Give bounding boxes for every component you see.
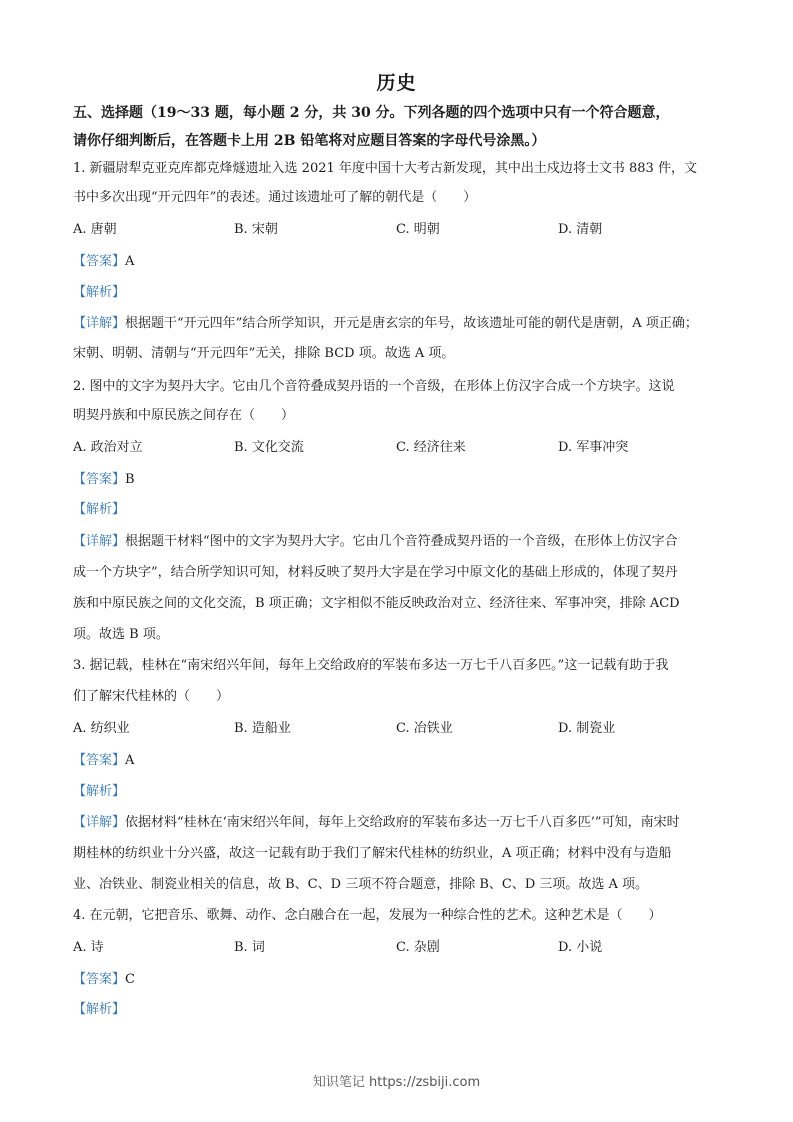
question-2-analysis-label: 【解析】 bbox=[73, 502, 126, 517]
question-1-stem-line-1: 1. 新疆尉犁克亚克库都克烽燧遗址入选 2021 年度中国十大考古新发现，其中出土戍边将士文书 883 件，文 bbox=[73, 161, 697, 176]
question-1-option-c: C. 明朝 bbox=[396, 222, 440, 237]
question-3-detail-line-2: 期桂林的纺织业十分兴盛，故这一记载有助于我们了解宋代桂林的纺织业，A 项正确；材料中没有与造船 bbox=[73, 846, 672, 861]
question-3-stem-line-2: 们了解宋代桂林的（ ） bbox=[73, 689, 230, 704]
question-2-detail-line-3: 族和中原民族之间的文化交流，B 项正确；文字相似不能反映政治对立、经济往来、军事冲突，排除 ACD bbox=[73, 596, 680, 611]
question-1-option-b: B. 宋朝 bbox=[234, 222, 278, 237]
question-1-detail-line-2: 宋朝、明朝、清朝与“开元四年”无关，排除 BCD 项。故选 A 项。 bbox=[73, 346, 455, 361]
footer-watermark: 知识笔记 https://zsbiji.com bbox=[312, 1075, 481, 1090]
question-3-detail-line-1: 【详解】依据材料“桂林在‘南宋绍兴年间，每年上交给政府的军装布多达一万七千八百多匹’”可知，南宋时 bbox=[73, 815, 680, 830]
question-3-answer bbox=[73, 752, 733, 770]
question-1-detail-line-1: 【详解】根据题干“开元四年”结合所学知识，开元是唐玄宗的年号，故该遗址可能的朝代是唐朝，A 项正确； bbox=[73, 316, 698, 331]
answer-value: A bbox=[125, 753, 135, 768]
question-1-analysis-label: 【解析】 bbox=[73, 285, 126, 300]
question-3-detail-line-3: 业、冶铁业、制瓷业相关的信息，故 B、C、D 三项不符合题意，排除 B、C、D 三项。故选 A 项。 bbox=[73, 877, 649, 892]
question-2-option-d: D. 军事冲突 bbox=[558, 440, 629, 455]
detail-label: 【详解】 bbox=[73, 534, 126, 549]
question-2-stem-line-2: 明契丹族和中原民族之间存在（ ） bbox=[73, 408, 295, 423]
question-4-analysis-label: 【解析】 bbox=[73, 1002, 126, 1017]
answer-label: 【答案】 bbox=[73, 254, 126, 269]
question-2-detail-line-2: 成一个方块字”，结合所学知识可知，材料反映了契丹大字是在学习中原文化的基础上形成的，体现了契丹 bbox=[73, 565, 678, 580]
answer-label: 【答案】 bbox=[73, 753, 126, 768]
question-1-option-d: D. 清朝 bbox=[558, 222, 603, 237]
answer-value: B bbox=[125, 472, 135, 487]
question-1-stem-line-2: 书中多次出现“开元四年”的表述。通过该遗址可了解的朝代是（ ） bbox=[73, 190, 477, 205]
question-4-option-d: D. 小说 bbox=[558, 940, 603, 955]
answer-label: 【答案】 bbox=[73, 972, 126, 987]
question-4-stem: 4. 在元朝，它把音乐、歌舞、动作、念白融合在一起，发展为一种综合性的艺术。这种艺术是（ ） bbox=[73, 908, 662, 923]
question-2-stem-line-1: 2. 图中的文字为契丹大字。它由几个音符叠成契丹语的一个音级，在形体上仿汉字合成一个方块字。这说 bbox=[73, 379, 675, 394]
answer-value: A bbox=[125, 254, 135, 269]
question-3-option-d: D. 制瓷业 bbox=[558, 721, 616, 736]
question-3-option-b: B. 造船业 bbox=[234, 721, 291, 736]
question-4-option-b: B. 词 bbox=[234, 940, 265, 955]
question-3-analysis-label: 【解析】 bbox=[73, 784, 126, 799]
section-heading-line-1: 五、选择题（19～33 题，每小题 2 分，共 30 分。下列各题的四个选项中只有一个符合题意， bbox=[73, 105, 670, 121]
question-4-option-c: C. 杂剧 bbox=[396, 940, 440, 955]
question-2-detail-line-1: 【详解】根据题干材料“图中的文字为契丹大字。它由几个音符叠成契丹语的一个音级，在形体上仿汉字合 bbox=[73, 534, 678, 549]
question-1-answer bbox=[73, 253, 733, 271]
detail-label: 【详解】 bbox=[73, 316, 126, 331]
detail-label: 【详解】 bbox=[73, 815, 126, 830]
question-2-answer bbox=[73, 471, 733, 489]
question-1-option-a: A. 唐朝 bbox=[73, 222, 117, 237]
question-4-answer bbox=[73, 971, 733, 989]
question-3-option-c: C. 冶铁业 bbox=[396, 721, 453, 736]
question-3-option-a: A. 纺织业 bbox=[73, 721, 130, 736]
question-3-stem-line-1: 3. 据记载，桂林在“南宋绍兴年间，每年上交给政府的军装布多达一万七千八百多匹。”这一记载有助于我 bbox=[73, 658, 669, 673]
question-2-option-c: C. 经济往来 bbox=[396, 440, 466, 455]
question-2-option-a: A. 政治对立 bbox=[73, 440, 143, 455]
answer-label: 【答案】 bbox=[73, 472, 126, 487]
answer-value: C bbox=[125, 972, 135, 987]
question-2-option-b: B. 文化交流 bbox=[234, 440, 304, 455]
page-title: 历史 bbox=[376, 72, 417, 94]
question-2-detail-line-4: 项。故选 B 项。 bbox=[73, 627, 169, 642]
section-heading-line-2: 请你仔细判断后，在答题卡上用 2B 铅笔将对应题目答案的字母代号涂黑。） bbox=[73, 133, 546, 149]
question-4-option-a: A. 诗 bbox=[73, 940, 104, 955]
